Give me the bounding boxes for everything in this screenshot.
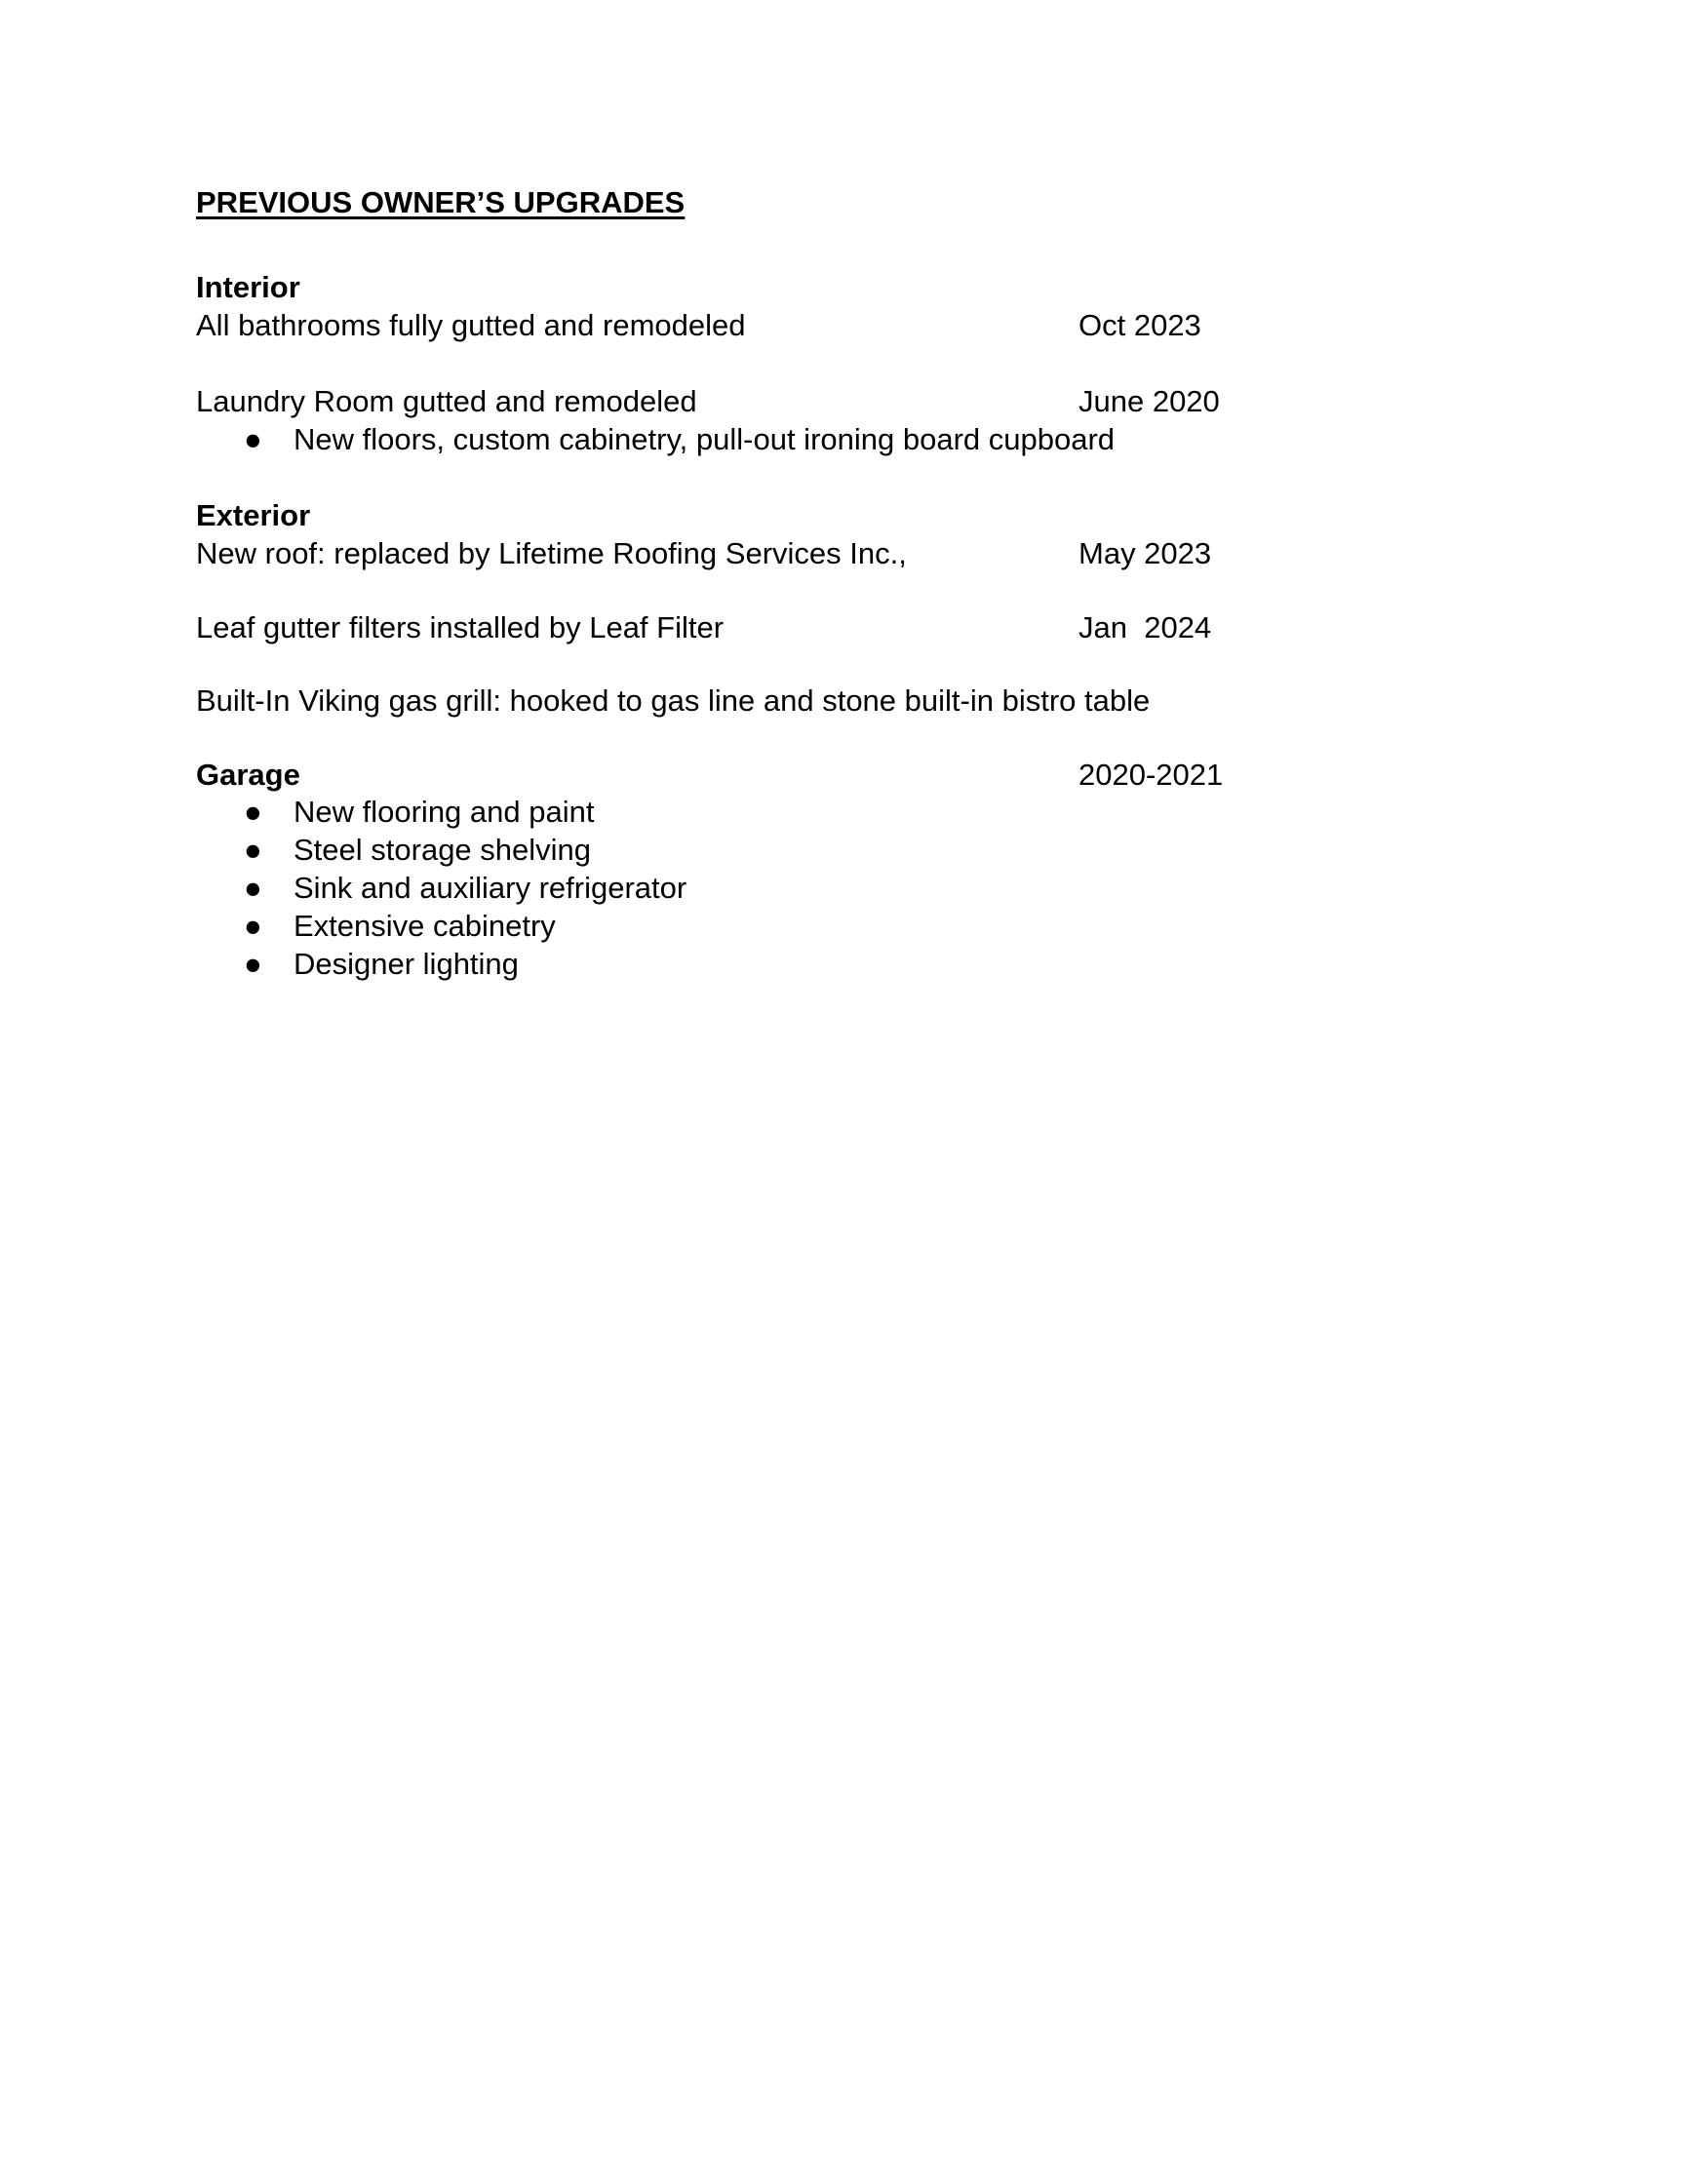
list-item: Sink and auxiliary refrigerator — [294, 871, 687, 905]
section-heading-garage: Garage — [196, 758, 300, 792]
exterior-item-text: Leaf gutter filters installed by Leaf Filter — [196, 610, 725, 644]
interior-item-text: All bathrooms fully gutted and remodeled — [196, 308, 746, 342]
interior-item-text: Laundry Room gutted and remodeled — [196, 384, 697, 418]
list-item: Extensive cabinetry — [294, 909, 556, 943]
exterior-item-text: New roof: replaced by Lifetime Roofing Services Inc., — [196, 536, 907, 570]
bullet-icon: ● — [244, 833, 262, 867]
interior-item-date: June 2020 — [1078, 384, 1220, 418]
interior-item-date: Oct 2023 — [1078, 308, 1201, 342]
list-item: New flooring and paint — [294, 795, 595, 829]
exterior-item-date: Jan 2024 — [1078, 610, 1212, 644]
bullet-icon: ● — [244, 909, 262, 943]
bullet-icon: ● — [244, 871, 262, 905]
page-title: PREVIOUS OWNER’S UPGRADES — [196, 185, 686, 219]
exterior-item-date: May 2023 — [1078, 536, 1212, 570]
section-heading-interior: Interior — [196, 270, 300, 304]
bullet-icon: ● — [244, 795, 262, 829]
list-item: Designer lighting — [294, 947, 519, 981]
exterior-item-text: Built-In Viking gas grill: hooked to gas line and stone built-in bistro table — [196, 683, 1151, 718]
bullet-icon: ● — [244, 422, 262, 456]
section-heading-exterior: Exterior — [196, 498, 311, 532]
list-item: New floors, custom cabinetry, pull-out ironing board cupboard — [294, 422, 1116, 456]
bullet-icon: ● — [244, 947, 262, 981]
list-item: Steel storage shelving — [294, 833, 592, 867]
garage-date: 2020-2021 — [1078, 758, 1224, 792]
